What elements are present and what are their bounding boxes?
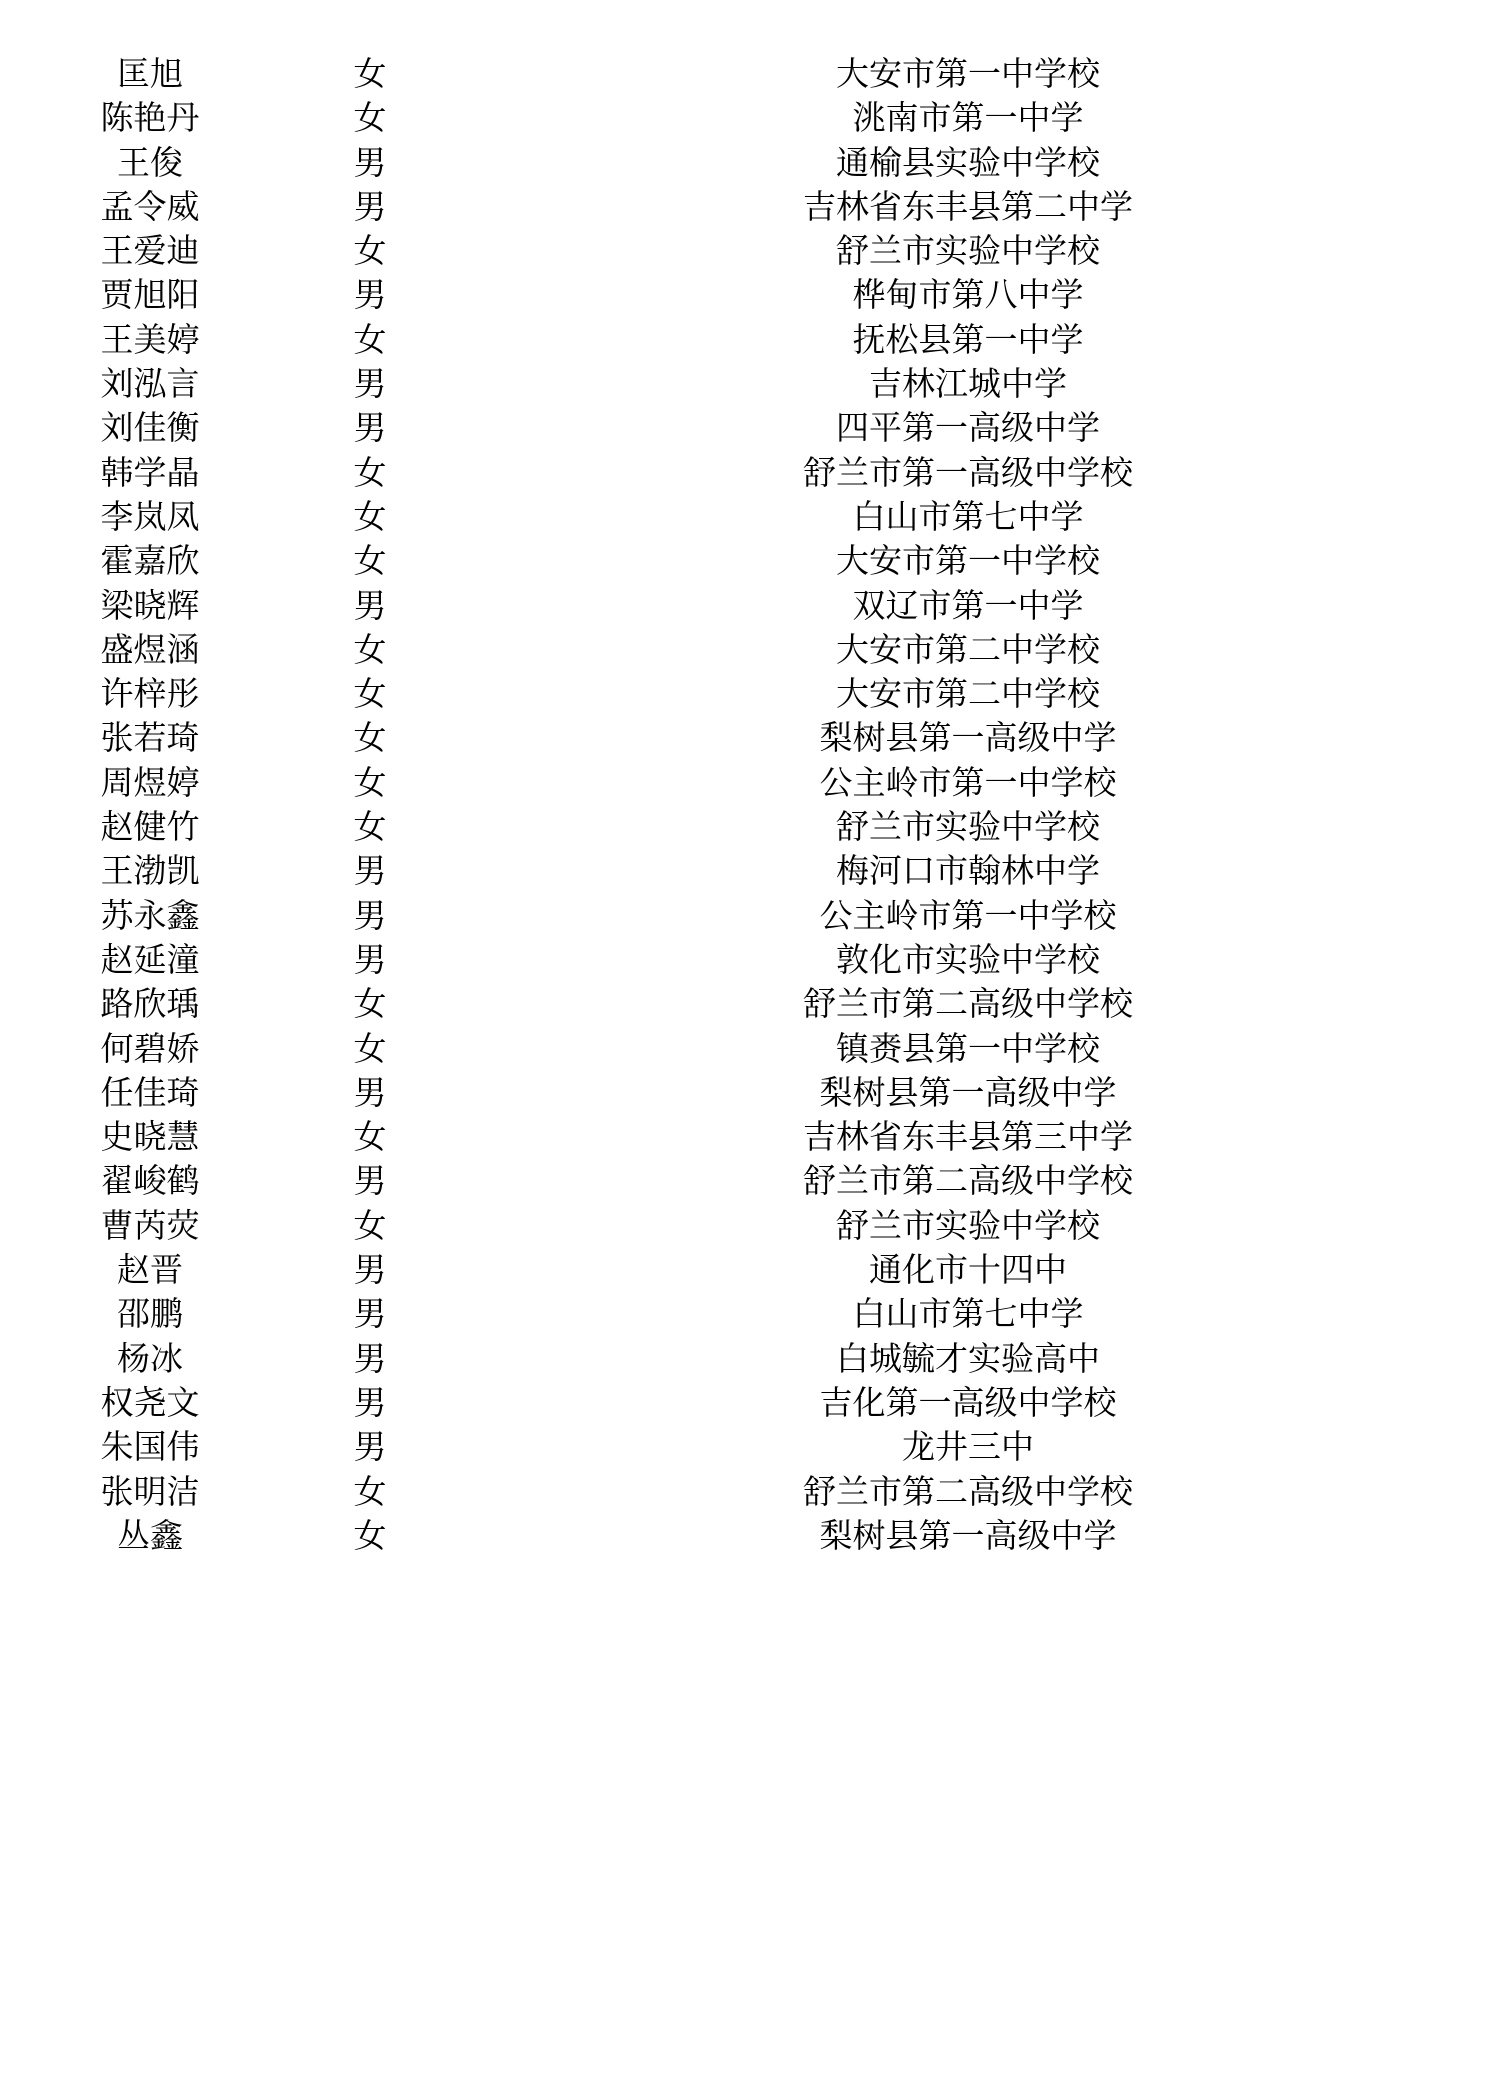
table-row	[0, 1470, 1496, 1514]
cell-student-gender: 男	[353, 1338, 387, 1378]
cell-student-name: 李岚凤	[100, 496, 200, 536]
cell-student-school: 公主岭市第一中学校	[819, 762, 1117, 802]
table-row	[0, 141, 1496, 185]
cell-student-gender: 女	[353, 319, 387, 359]
table-row	[0, 406, 1496, 450]
cell-student-name: 赵健竹	[100, 807, 200, 847]
table-row	[0, 716, 1496, 760]
cell-student-name: 赵延潼	[100, 939, 200, 979]
cell-student-gender: 女	[353, 54, 387, 93]
student-roster-table	[0, 52, 1496, 1558]
table-row	[0, 185, 1496, 229]
cell-student-school: 舒兰市实验中学校	[836, 231, 1100, 271]
table-row	[0, 894, 1496, 938]
cell-student-gender: 男	[353, 1427, 387, 1467]
cell-student-school: 舒兰市第二高级中学校	[803, 1471, 1133, 1511]
cell-student-school: 镇赉县第一中学校	[836, 1028, 1100, 1068]
cell-student-name: 王渤凯	[100, 851, 200, 891]
table-row	[0, 96, 1496, 140]
table-row	[0, 495, 1496, 539]
table-row	[0, 539, 1496, 583]
cell-student-name: 王俊	[117, 142, 183, 182]
cell-student-gender: 男	[353, 186, 387, 226]
cell-student-gender: 女	[353, 496, 387, 536]
cell-student-name: 权尧文	[100, 1382, 200, 1422]
cell-student-school: 通榆县实验中学校	[836, 142, 1100, 182]
table-row	[0, 584, 1496, 628]
cell-student-gender: 男	[353, 408, 387, 448]
cell-student-gender: 女	[353, 231, 387, 271]
cell-student-name: 刘泓言	[100, 364, 200, 404]
cell-student-name: 邵鹏	[117, 1294, 183, 1334]
cell-student-name: 曹芮荧	[100, 1205, 200, 1245]
cell-student-name: 赵晋	[117, 1250, 183, 1290]
cell-student-name: 盛煜涵	[100, 629, 200, 669]
cell-student-school: 白山市第七中学	[852, 1294, 1084, 1334]
cell-student-name: 丛鑫	[117, 1515, 183, 1555]
cell-student-name: 苏永鑫	[100, 895, 200, 935]
cell-student-school: 舒兰市第二高级中学校	[803, 1161, 1133, 1201]
cell-student-school: 桦甸市第八中学	[852, 275, 1084, 315]
cell-student-gender: 女	[353, 1117, 387, 1157]
cell-student-gender: 男	[353, 142, 387, 182]
cell-student-school: 抚松县第一中学	[852, 319, 1084, 359]
cell-student-gender: 女	[353, 98, 387, 138]
cell-student-gender: 女	[353, 807, 387, 847]
cell-student-school: 洮南市第一中学	[852, 98, 1084, 138]
cell-student-school: 大安市第一中学校	[836, 541, 1100, 581]
cell-student-school: 双辽市第一中学	[852, 585, 1084, 625]
cell-student-gender: 男	[353, 1072, 387, 1112]
cell-student-name: 陈艳丹	[100, 98, 200, 138]
cell-student-name: 张若琦	[100, 718, 200, 758]
table-row	[0, 761, 1496, 805]
cell-student-gender: 女	[353, 1028, 387, 1068]
cell-student-school: 梨树县第一高级中学	[819, 1072, 1117, 1112]
table-row	[0, 229, 1496, 273]
table-row	[0, 318, 1496, 362]
cell-student-gender: 女	[353, 541, 387, 581]
cell-student-gender: 男	[353, 851, 387, 891]
cell-student-name: 朱国伟	[100, 1427, 200, 1467]
cell-student-name: 史晓慧	[100, 1117, 200, 1157]
cell-student-name: 路欣瑀	[100, 984, 200, 1024]
table-row	[0, 1248, 1496, 1292]
table-row	[0, 362, 1496, 406]
cell-student-school: 公主岭市第一中学校	[819, 895, 1117, 935]
cell-student-name: 翟峻鹤	[100, 1161, 200, 1201]
cell-student-name: 周煜婷	[100, 762, 200, 802]
cell-student-gender: 男	[353, 895, 387, 935]
cell-student-gender: 男	[353, 1294, 387, 1334]
table-row	[0, 805, 1496, 849]
table-row	[0, 982, 1496, 1026]
cell-student-name: 王爱迪	[100, 231, 200, 271]
cell-student-school: 舒兰市实验中学校	[836, 1205, 1100, 1245]
cell-student-name: 韩学晶	[100, 452, 200, 492]
table-row	[0, 938, 1496, 982]
table-row	[0, 1514, 1496, 1558]
cell-student-name: 贾旭阳	[100, 275, 200, 315]
cell-student-school: 通化市十四中	[869, 1250, 1067, 1290]
table-row	[0, 1292, 1496, 1336]
cell-student-school: 四平第一高级中学	[836, 408, 1100, 448]
cell-student-gender: 女	[353, 1471, 387, 1511]
cell-student-gender: 男	[353, 585, 387, 625]
cell-student-gender: 女	[353, 629, 387, 669]
cell-student-school: 大安市第一中学校	[836, 54, 1100, 93]
roster-body	[0, 52, 1496, 1558]
table-row	[0, 1204, 1496, 1248]
cell-student-school: 梨树县第一高级中学	[819, 718, 1117, 758]
cell-student-school: 梅河口市翰林中学	[836, 851, 1100, 891]
table-row	[0, 672, 1496, 716]
cell-student-gender: 男	[353, 1161, 387, 1201]
cell-student-name: 张明洁	[100, 1471, 200, 1511]
cell-student-name: 梁晓辉	[100, 585, 200, 625]
cell-student-gender: 男	[353, 1382, 387, 1422]
cell-student-name: 任佳琦	[100, 1072, 200, 1112]
cell-student-gender: 女	[353, 674, 387, 714]
cell-student-gender: 女	[353, 984, 387, 1024]
cell-student-school: 白山市第七中学	[852, 496, 1084, 536]
table-row	[0, 451, 1496, 495]
cell-student-school: 吉化第一高级中学校	[819, 1382, 1117, 1422]
cell-student-gender: 男	[353, 1250, 387, 1290]
cell-student-school: 大安市第二中学校	[836, 674, 1100, 714]
cell-student-name: 王美婷	[100, 319, 200, 359]
cell-student-school: 梨树县第一高级中学	[819, 1515, 1117, 1555]
table-row	[0, 1381, 1496, 1425]
cell-student-school: 舒兰市第二高级中学校	[803, 984, 1133, 1024]
cell-student-name: 杨冰	[117, 1338, 183, 1378]
cell-student-gender: 男	[353, 275, 387, 315]
table-row	[0, 1425, 1496, 1469]
table-row	[0, 628, 1496, 672]
table-row	[0, 1337, 1496, 1381]
cell-student-gender: 女	[353, 718, 387, 758]
cell-student-gender: 女	[353, 1205, 387, 1245]
cell-student-gender: 女	[353, 452, 387, 492]
table-row	[0, 1027, 1496, 1071]
cell-student-school: 大安市第二中学校	[836, 629, 1100, 669]
cell-student-gender: 男	[353, 939, 387, 979]
cell-student-gender: 男	[353, 364, 387, 404]
cell-student-name: 霍嘉欣	[100, 541, 200, 581]
table-row	[0, 1115, 1496, 1159]
cell-student-name: 许梓彤	[100, 674, 200, 714]
cell-student-school: 龙井三中	[902, 1427, 1034, 1467]
cell-student-school: 敦化市实验中学校	[836, 939, 1100, 979]
table-row	[0, 273, 1496, 317]
cell-student-school: 吉林省东丰县第二中学	[803, 186, 1133, 226]
cell-student-school: 吉林江城中学	[869, 364, 1067, 404]
cell-student-name: 何碧娇	[100, 1028, 200, 1068]
cell-student-school: 白城毓才实验高中	[836, 1338, 1100, 1378]
table-row	[0, 1071, 1496, 1115]
cell-student-gender: 女	[353, 762, 387, 802]
cell-student-name: 刘佳衡	[100, 408, 200, 448]
table-row	[0, 52, 1496, 96]
cell-student-school: 吉林省东丰县第三中学	[803, 1117, 1133, 1157]
cell-student-school: 舒兰市实验中学校	[836, 807, 1100, 847]
cell-student-gender: 女	[353, 1515, 387, 1555]
cell-student-name: 匡旭	[117, 54, 183, 93]
cell-student-school: 舒兰市第一高级中学校	[803, 452, 1133, 492]
table-row	[0, 849, 1496, 893]
cell-student-name: 孟令威	[100, 186, 200, 226]
table-row	[0, 1159, 1496, 1203]
